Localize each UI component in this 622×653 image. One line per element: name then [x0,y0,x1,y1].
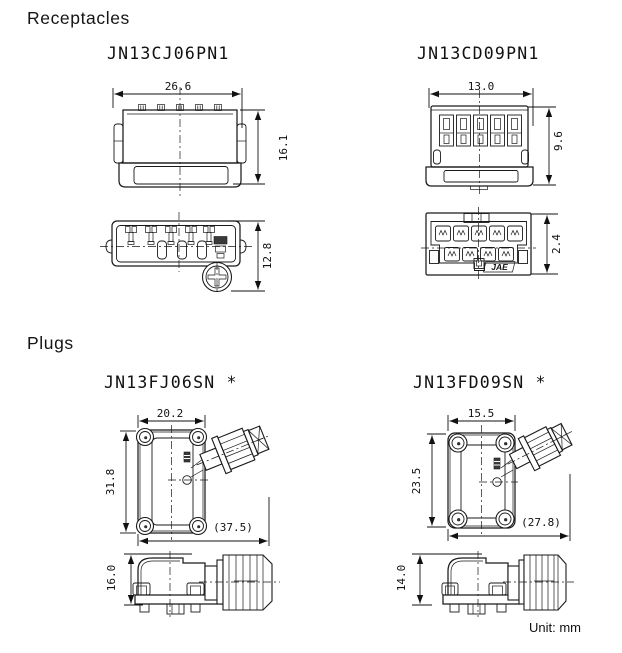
mating-height-dimension [531,214,563,274]
dim-mating-height-label: 2.4 [550,234,563,254]
receptacle-1-mating-face-drawing [85,205,300,305]
mating-height-dimension [228,221,274,291]
part-number-receptacle-1: JN13CJ06PN1 [107,44,230,63]
dim-body-height-label: 23.5 [410,467,423,495]
contact-windows [440,115,522,146]
upper-contact-slots [436,226,523,241]
mating-face-outline [100,212,252,293]
latch-detail [214,237,227,259]
contact-pins [126,227,215,245]
cable-gland-side [205,555,272,610]
receptacle-1-front-outline [114,87,246,196]
cable-gland-side [508,555,566,610]
body-height-dimension [104,431,136,533]
dim-body-width-label: 20.2 [156,407,184,420]
dim-height-label: 9.6 [552,131,565,151]
width-dimension [113,80,242,128]
receptacle-2-mating-face-drawing [405,205,580,300]
lower-contact-slots [445,248,514,262]
plug-2-side-body [442,551,574,617]
part-number-plug-2: JN13FD09SN * [413,373,547,392]
plug-1-side-body [133,551,280,617]
latch-window [184,452,190,462]
dim-body-width-label: 15.5 [467,407,495,420]
receptacle-2-front-outline [426,90,533,196]
brand-label: JAE [491,262,508,272]
dim-overall-width-label: (37.5) [213,521,253,534]
guide-slots [158,241,207,259]
plug-2-side-view-drawing [390,548,582,620]
plugs-heading: Plugs [27,333,74,353]
dim-width-label: 26.6 [164,80,192,93]
dim-width-label: 13.0 [467,80,495,93]
part-number-receptacle-2: JN13CD09PN1 [417,44,540,63]
plug-1-side-view-drawing [100,548,285,620]
clamp-brackets [133,583,204,595]
dim-height-label: 16.1 [277,134,290,162]
receptacles-heading: Receptacles [27,8,130,28]
cable-gland [189,418,276,483]
side-height-dimension [395,554,482,605]
unit-label: Unit: mm [529,620,581,635]
dim-overall-width-label: (27.8) [521,516,561,529]
dim-mating-height-label: 12.8 [261,242,274,270]
dim-side-height-label: 14.0 [395,564,408,592]
dim-side-height-label: 16.0 [105,564,118,592]
receptacle-2-front-view-drawing [405,75,580,200]
body-height-dimension [410,434,446,527]
dim-body-height-label: 31.8 [104,468,117,496]
overall-width-dimension [448,474,570,541]
clamp-brackets [442,583,506,595]
mating-face-outline [421,207,536,281]
part-number-plug-1: JN13FJ06SN * [104,373,238,392]
plug-2-top-view-drawing [390,400,582,550]
receptacle-1-front-view-drawing [85,75,300,200]
plug-1-top-view-drawing [100,400,285,550]
latch-window [494,458,500,469]
body-width-dimension [138,407,205,428]
